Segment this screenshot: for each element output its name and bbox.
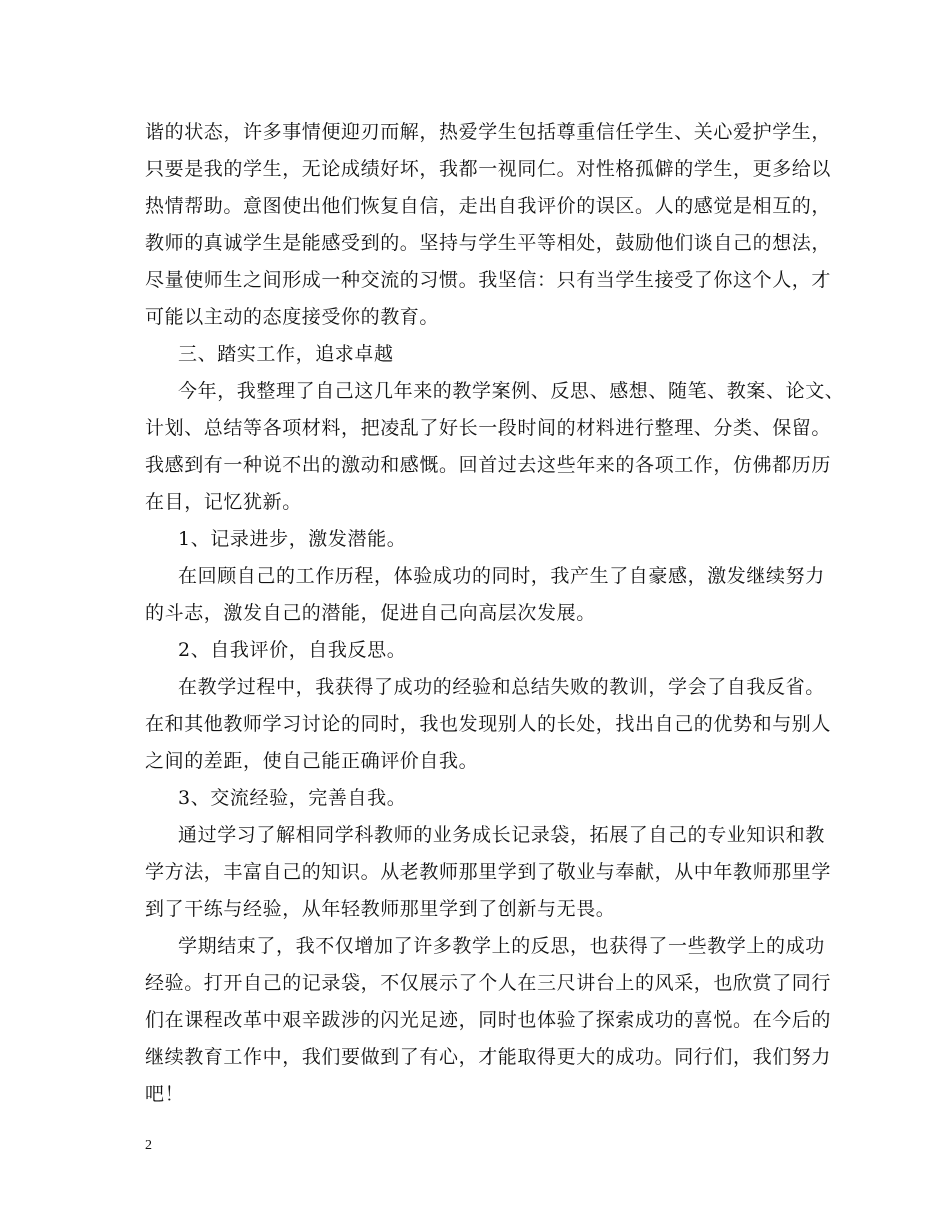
section-heading: 三、踏实工作，追求卓越: [178, 343, 394, 365]
text-line: 教师的真诚学生是能感受到的。坚持与学生平等相处，鼓励他们谈自己的想法，: [145, 232, 832, 254]
text-line: 到了干练与经验，从年轻教师那里学到了创新与无畏。: [145, 898, 616, 920]
text-line: 热情帮助。意图使出他们恢复自信，走出自我评价的误区。人的感觉是相互的，: [145, 195, 832, 217]
text-line: 在教学过程中，我获得了成功的经验和总结失败的教训，学会了自我反省。: [178, 676, 825, 698]
text-line: 只要是我的学生，无论成绩好坏，我都一视同仁。对性格孤僻的学生，更多给以: [145, 158, 832, 180]
text-line: 在和其他教师学习讨论的同时，我也发现别人的长处，找出自己的优势和与别人: [145, 713, 832, 735]
text-line: 计划、总结等各项材料，把凌乱了好长一段时间的材料进行整理、分类、保留。: [145, 417, 832, 439]
text-line: 学期结束了，我不仅增加了许多教学上的反思，也获得了一些教学上的成功: [178, 935, 825, 957]
text-line: 之间的差距，使自己能正确评价自我。: [145, 750, 479, 772]
text-line: 的斗志，激发自己的潜能，促进自己向高层次发展。: [145, 602, 596, 624]
text-line: 尽量使师生之间形成一种交流的习惯。我坚信：只有当学生接受了你这个人，才: [145, 269, 832, 291]
text-line: 继续教育工作中，我们要做到了有心，才能取得更大的成功。同行们，我们努力: [145, 1046, 832, 1068]
text-line: 经验。打开自己的记录袋，不仅展示了个人在三尺讲台上的风采，也欣赏了同行: [145, 972, 832, 994]
subsection-heading: 2、自我评价，自我反思。: [178, 639, 407, 661]
text-line: 在回顾自己的工作历程，体验成功的同时，我产生了自豪感，激发继续努力: [178, 565, 825, 587]
text-line: 学方法，丰富自己的知识。从老教师那里学到了敬业与奉献，从中年教师那里学: [145, 861, 832, 883]
text-line: 谐的状态，许多事情便迎刃而解，热爱学生包括尊重信任学生、关心爱护学生，: [145, 121, 832, 143]
text-line: 我感到有一种说不出的激动和感慨。回首过去这些年来的各项工作，仿佛都历历: [145, 454, 832, 476]
text-line: 通过学习了解相同学科教师的业务成长记录袋，拓展了自己的专业知识和教: [178, 824, 825, 846]
text-line: 们在课程改革中艰辛跋涉的闪光足迹，同时也体验了探索成功的喜悦。在今后的: [145, 1009, 832, 1031]
text-line: 今年，我整理了自己这几年来的教学案例、反思、感想、随笔、教案、论文、: [178, 380, 845, 402]
text-line: 吧！: [145, 1083, 185, 1105]
text-line: 在目，记忆犹新。: [145, 491, 302, 513]
subsection-heading: 1、记录进步，激发潜能。: [178, 528, 407, 550]
text-line: 可能以主动的态度接受你的教育。: [145, 306, 440, 328]
subsection-heading: 3、交流经验，完善自我。: [178, 787, 407, 809]
page-number: 2: [145, 1138, 152, 1153]
